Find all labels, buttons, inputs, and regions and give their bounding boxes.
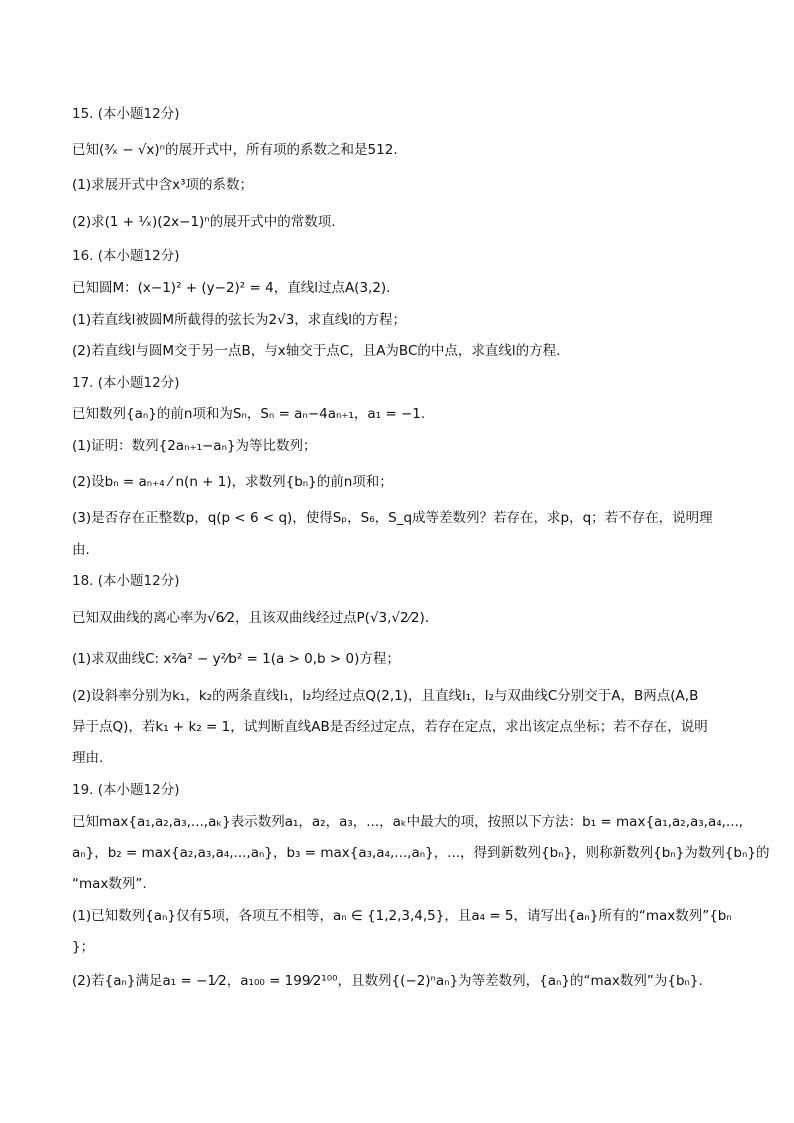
problem-19-stem: 已知max{a₁,a₂,a₃,...,aₖ}表示数列a₁，a₂，a₃，...，aₖ中最大的项，按照以下方法：b₁ = max{a₁,a₂,a₃,a₄,..., — [72, 814, 744, 830]
problem-15-header: 15. (本小题12分) — [72, 106, 180, 122]
problem-15-part-1: (1)求展开式中含x³项的系数； — [72, 177, 254, 193]
problem-18-part-2-cont: 异于点Q)，若k₁ + k₂ = 1，试判断直线AB是否经过定点，若存在定点，求出该定点坐标；若不存在，说明 — [72, 719, 708, 735]
problem-17-stem: 已知数列{aₙ}的前n项和为Sₙ，Sₙ = aₙ−4aₙ₊₁，a₁ = −1. — [72, 406, 426, 422]
problem-17-part-2: (2)设bₙ = aₙ₊₄ ⁄ n(n + 1)，求数列{bₙ}的前n项和； — [72, 474, 393, 490]
problem-19-stem-cont2: “max数列”. — [72, 876, 147, 892]
problem-19-header: 19. (本小题12分) — [72, 782, 180, 798]
problem-19-part-1: (1)已知数列{aₙ}仅有5项，各项互不相等，aₙ ∈ {1,2,3,4,5}，且a₄ = 5，请写出{aₙ}所有的“max数列”{bₙ — [72, 908, 732, 924]
problem-17-part-1: (1)证明：数列{2aₙ₊₁−aₙ}为等比数列； — [72, 438, 317, 454]
problem-16-stem: 已知圆M：(x−1)² + (y−2)² = 4，直线l过点A(3,2). — [72, 280, 391, 296]
problem-17-part-3: (3)是否存在正整数p，q(p < 6 < q)，使得Sₚ，S₆，S_q成等差数列？若存在，求p，q；若不存在，说明理 — [72, 510, 713, 526]
problem-18-part-1: (1)求双曲线C: x²⁄a² − y²⁄b² = 1(a > 0,b > 0)方程； — [72, 651, 400, 667]
problem-19-part-2: (2)若{aₙ}满足a₁ = −1⁄2，a₁₀₀ = 199⁄2¹⁰⁰，且数列{(−2)ⁿaₙ}为等差数列，{aₙ}的“max数列”为{bₙ}. — [72, 973, 703, 989]
problem-18-header: 18. (本小题12分) — [72, 573, 180, 589]
problem-16-header: 16. (本小题12分) — [72, 248, 180, 264]
problem-16-part-1: (1)若直线l被圆M所截得的弦长为2√3，求直线l的方程； — [72, 312, 407, 328]
problem-17-part-3-cont: 由. — [72, 542, 90, 558]
problem-15-stem: 已知(³⁄ₓ − √x)ⁿ的展开式中，所有项的系数之和是512. — [72, 142, 398, 158]
problem-18-stem: 已知双曲线的离心率为√6⁄2，且该双曲线经过点P(√3,√2⁄2). — [72, 610, 430, 626]
problem-18-part-2-cont2: 理由. — [72, 750, 104, 766]
problem-16-part-2: (2)若直线l与圆M交于另一点B，与x轴交于点C，且A为BC的中点，求直线l的方程. — [72, 343, 561, 359]
problem-15-part-2: (2)求(1 + ¹⁄ₓ)(2x−1)ⁿ的展开式中的常数项. — [72, 214, 336, 230]
problem-19-part-1-cont: }； — [72, 939, 95, 955]
problem-19-stem-cont: aₙ}，b₂ = max{a₂,a₃,a₄,...,aₙ}，b₃ = max{a₃,a₄,...,aₙ}，...，得到新数列{bₙ}，则称新数列{bₙ}为数列{bₙ}的 — [72, 845, 770, 861]
problem-18-part-2: (2)设斜率分别为k₁，k₂的两条直线l₁，l₂均经过点Q(2,1)，且直线l₁，l₂与双曲线C分别交于A，B两点(A,B — [72, 688, 699, 704]
problem-17-header: 17. (本小题12分) — [72, 375, 180, 391]
